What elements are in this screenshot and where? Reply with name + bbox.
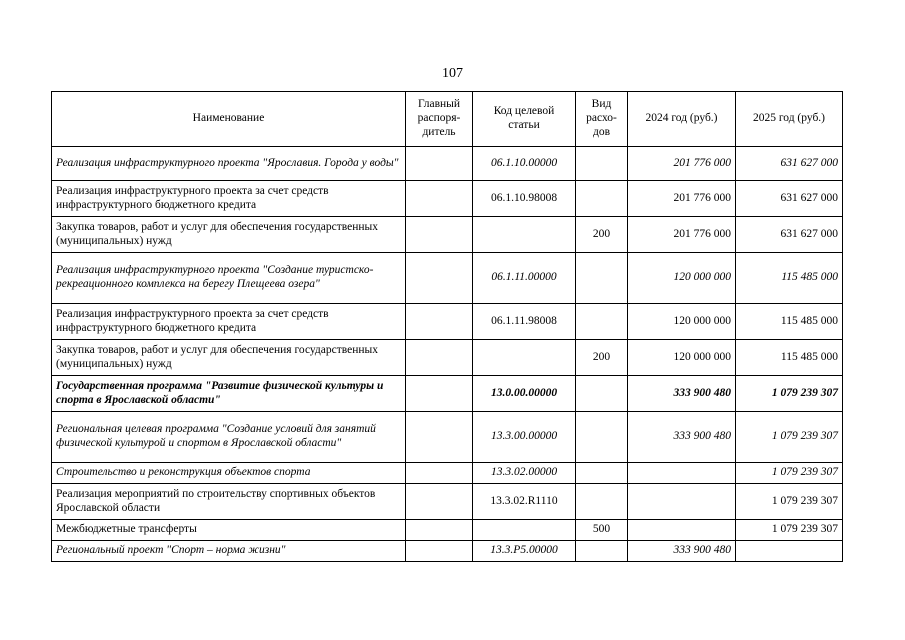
- cell-name: Реализация мероприятий по строительству спортивных объектов Ярославской области: [52, 484, 406, 520]
- table-row: [52, 147, 843, 181]
- cell-name: Реализация инфраструктурного проекта за счет средств инфраструктурного бюджетного кредита: [52, 181, 406, 217]
- cell-name: Региональная целевая программа "Создание условий для занятий физической культурой и спортом в Ярославской области": [52, 412, 406, 463]
- cell-code: [473, 340, 576, 376]
- cell-code: 13.0.00.00000: [473, 376, 576, 412]
- cell-type: 200: [576, 340, 628, 376]
- cell-manager: [406, 147, 473, 181]
- table-row: [52, 520, 843, 541]
- table-row: [52, 541, 843, 562]
- header-code: Код целевой статьи: [473, 92, 576, 147]
- cell-name: Закупка товаров, работ и услуг для обеспечения государственных (муниципальных) нужд: [52, 340, 406, 376]
- cell-manager: [406, 253, 473, 304]
- table-header-row: [52, 92, 843, 147]
- cell-name: Строительство и реконструкция объектов спорта: [52, 463, 406, 484]
- cell-2025: 1 079 239 307: [736, 484, 843, 520]
- cell-code: [473, 520, 576, 541]
- page-number: 107: [442, 66, 463, 81]
- cell-name: Межбюджетные трансферты: [52, 520, 406, 541]
- cell-2024: 120 000 000: [628, 340, 736, 376]
- cell-manager: [406, 304, 473, 340]
- table-row: [52, 181, 843, 217]
- cell-2024: 333 900 480: [628, 541, 736, 562]
- table-row: [52, 217, 843, 253]
- cell-code: 06.1.11.00000: [473, 253, 576, 304]
- cell-manager: [406, 541, 473, 562]
- table-row: [52, 484, 843, 520]
- cell-code: 06.1.10.00000: [473, 147, 576, 181]
- cell-manager: [406, 376, 473, 412]
- table-body: [52, 147, 843, 562]
- cell-2025: 1 079 239 307: [736, 463, 843, 484]
- cell-2025: 115 485 000: [736, 304, 843, 340]
- table-row: [52, 463, 843, 484]
- header-2024: 2024 год (руб.): [628, 92, 736, 147]
- cell-code: [473, 217, 576, 253]
- cell-2024: [628, 520, 736, 541]
- table-row: [52, 412, 843, 463]
- header-manager: Главный распоря-дитель: [406, 92, 473, 147]
- cell-2024: 120 000 000: [628, 253, 736, 304]
- cell-2025: 115 485 000: [736, 253, 843, 304]
- cell-code: 13.3.02.R1110: [473, 484, 576, 520]
- cell-type: 200: [576, 217, 628, 253]
- cell-manager: [406, 463, 473, 484]
- cell-2025: 115 485 000: [736, 340, 843, 376]
- cell-code: 13.3.00.00000: [473, 412, 576, 463]
- cell-code: 06.1.10.98008: [473, 181, 576, 217]
- cell-2025: 1 079 239 307: [736, 412, 843, 463]
- table-row: [52, 253, 843, 304]
- cell-2025: 1 079 239 307: [736, 376, 843, 412]
- cell-code: 06.1.11.98008: [473, 304, 576, 340]
- cell-code: 13.3.02.00000: [473, 463, 576, 484]
- cell-manager: [406, 181, 473, 217]
- cell-type: [576, 412, 628, 463]
- cell-type: 500: [576, 520, 628, 541]
- cell-2024: 120 000 000: [628, 304, 736, 340]
- cell-2025: 631 627 000: [736, 181, 843, 217]
- cell-type: [576, 253, 628, 304]
- cell-type: [576, 541, 628, 562]
- cell-2025: 631 627 000: [736, 217, 843, 253]
- cell-2025: 1 079 239 307: [736, 520, 843, 541]
- cell-2024: [628, 463, 736, 484]
- cell-type: [576, 484, 628, 520]
- cell-2025: [736, 541, 843, 562]
- cell-manager: [406, 520, 473, 541]
- cell-2024: [628, 484, 736, 520]
- cell-manager: [406, 217, 473, 253]
- table-row: [52, 340, 843, 376]
- cell-2024: 201 776 000: [628, 181, 736, 217]
- cell-2024: 201 776 000: [628, 147, 736, 181]
- cell-name: Реализация инфраструктурного проекта за счет средств инфраструктурного бюджетного кредита: [52, 304, 406, 340]
- cell-type: [576, 463, 628, 484]
- cell-name: Реализация инфраструктурного проекта "Создание туристско-рекреационного комплекса на берегу Плещеева озера": [52, 253, 406, 304]
- cell-name: Закупка товаров, работ и услуг для обеспечения государственных (муниципальных) нужд: [52, 217, 406, 253]
- cell-2024: 333 900 480: [628, 412, 736, 463]
- table-row: [52, 304, 843, 340]
- budget-table: [51, 91, 843, 562]
- cell-type: [576, 147, 628, 181]
- cell-type: [576, 181, 628, 217]
- cell-manager: [406, 484, 473, 520]
- cell-type: [576, 304, 628, 340]
- cell-2024: 201 776 000: [628, 217, 736, 253]
- header-name: Наименование: [52, 92, 406, 147]
- table-row: [52, 376, 843, 412]
- cell-2025: 631 627 000: [736, 147, 843, 181]
- header-type: Вид расхо-дов: [576, 92, 628, 147]
- cell-name: Региональный проект "Спорт – норма жизни": [52, 541, 406, 562]
- cell-manager: [406, 340, 473, 376]
- cell-type: [576, 376, 628, 412]
- cell-manager: [406, 412, 473, 463]
- cell-code: 13.3.P5.00000: [473, 541, 576, 562]
- cell-name: Реализация инфраструктурного проекта "Ярославия. Города у воды": [52, 147, 406, 181]
- header-2025: 2025 год (руб.): [736, 92, 843, 147]
- cell-2024: 333 900 480: [628, 376, 736, 412]
- cell-name: Государственная программа "Развитие физической культуры и спорта в Ярославской области": [52, 376, 406, 412]
